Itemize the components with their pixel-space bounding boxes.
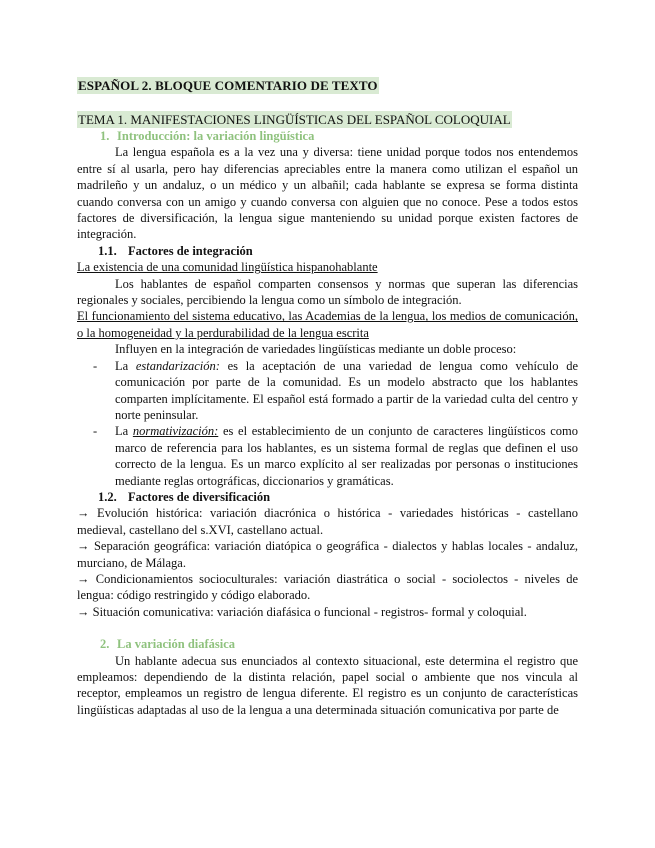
section-heading-text: Factores de integración [128, 243, 253, 258]
paragraph-intro: La lengua española es a la vez una y diversa: tiene unidad porque todos nos entendemos entre sí al usarla, pero hay diferencias apreciables entre la manera como utilizan el español un madrileño y un andaluz, o un médico y un albañil; cada hablante se expresa se forma distinta cuando conversa con un amigo y cuando conversa con alguien que no conoce. Pese a todos estos factores de diversificación, la lengua sigue manteniendo su unidad porque existen factores de integración. [77, 145, 578, 242]
dash-bullet: - [93, 358, 98, 373]
section-2-heading [77, 636, 578, 652]
section-heading-text: La variación diafásica [117, 637, 236, 652]
dash-bullet: - [93, 424, 98, 439]
arrow-item: → Situación comunicativa: variación diafásica o funcional - registros- formal y coloquial. [77, 604, 527, 619]
section-heading-text: Introducción: la variación lingüística [117, 129, 315, 143]
document-title: ESPAÑOL 2. BLOQUE COMENTARIO DE TEXTO [78, 78, 378, 93]
bullet-term: estandarización: [135, 358, 220, 373]
arrow-item: → Separación geográfica: variación diatópica o geográfica - dialectos y hablas locales - andaluz, murciano, de Málaga. [77, 539, 578, 570]
bullet-text: es el establecimiento de un conjunto de caracteres lingüísticos como marco de referencia para los hablantes, es un sistema formal de reglas que definen el uso correcto de la lengua. Es un marco explícito al ser realizadas por personas o instituciones mediante reglas ortográficas, diccionarios y gramáticas. [115, 424, 578, 488]
section-heading-text: Factores de diversificación [128, 489, 271, 504]
bullet-prefix: La [115, 424, 133, 439]
bullet-prefix: La [115, 358, 136, 373]
section-number: 1. [100, 129, 110, 143]
spacer [77, 620, 578, 636]
section-1-heading [77, 128, 578, 144]
paragraph: Influyen en la integración de variedades lingüísticas mediante un doble proceso: [115, 342, 517, 357]
bullet-text: es la aceptación de una variedad de lengua como vehículo de comunicación por parte de la comunidad. Es un modelo abstracto que los hablantes comparten implícitamente. El español está formado a partir de la variedad culta del centro y norte peninsular. [115, 358, 578, 422]
section-number: 1.2. [98, 489, 117, 504]
paragraph: Los hablantes de español comparten consensos y normas que superan las diferencias regionales y sociales, percibiendo la lengua como un símbolo de integración. [77, 276, 578, 308]
section-number: 1.1. [98, 243, 117, 258]
underlined-subheading: El funcionamiento del sistema educativo, las Academias de la lengua, los medios de comunicación, o la homogeneidad y la perdurabilidad de la lengua escrita [77, 309, 578, 340]
tema-title: TEMA 1. MANIFESTACIONES LINGÜÍSTICAS DEL ESPAÑOL COLOQUIAL [78, 112, 511, 127]
arrow-item: → Condicionamientos socioculturales: variación diastrática o social - sociolectos - niveles de lengua: código restringido y código elaborado. [77, 571, 578, 603]
paragraph: Un hablante adecua sus enunciados al contexto situacional, este determina el registro que empleamos: dependiendo de la distinta relación, papel social o ambiente que nos vincula al receptor, empleamos un registro de lengua diferente. El registro es un conjunto de características lingüísticas adaptadas al uso de la lengua a una determinada situación comunicativa por parte de [77, 653, 578, 717]
document-body [77, 128, 578, 718]
section-number: 2. [100, 637, 110, 652]
subsection-1-2-heading [77, 489, 578, 505]
list-item [77, 358, 578, 424]
list-item [77, 423, 578, 489]
bullet-term: normativización: [132, 424, 219, 439]
subsection-1-1-heading [77, 243, 578, 259]
underlined-subheading: La existencia de una comunidad lingüística hispanohablante [77, 260, 378, 275]
arrow-item: → Evolución histórica: variación diacrónica o histórica - variedades históricas - castellano medieval, castellano del s.XVI, castellano actual. [77, 506, 578, 537]
